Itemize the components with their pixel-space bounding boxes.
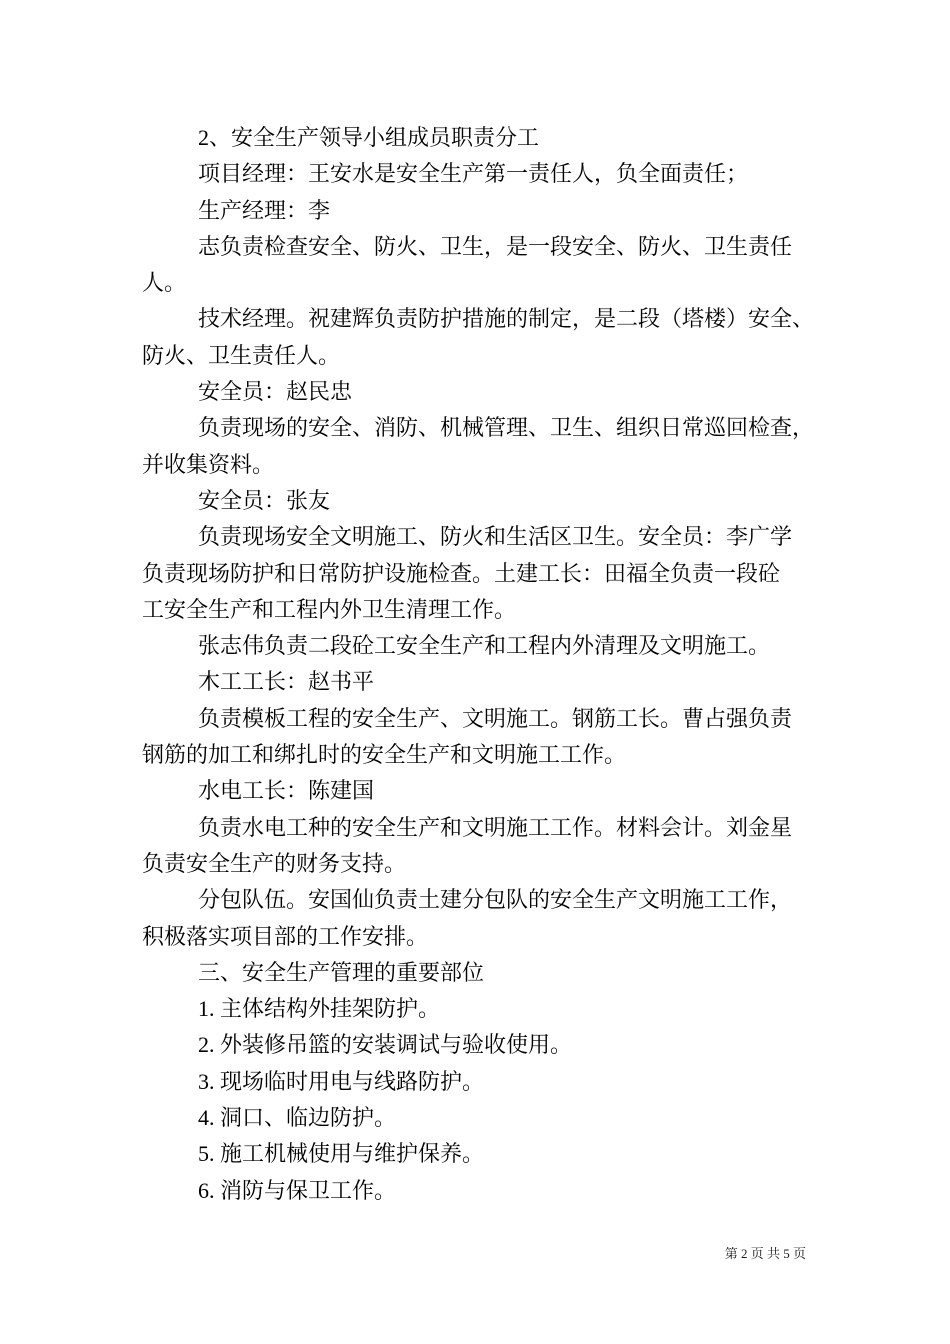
text-line: 安全员：张友 xyxy=(198,487,331,513)
text-line: 钢筋的加工和绑扎时的安全生产和文明施工工作。 xyxy=(142,742,627,768)
text-line: 安全员：赵民忠 xyxy=(198,379,353,405)
text-line: 负责安全生产的财务支持。 xyxy=(142,850,407,876)
text-line: 6. 消防与保卫工作。 xyxy=(198,1177,397,1203)
document-body xyxy=(142,120,842,1209)
text-line: 负责现场防护和日常防护设施检查。土建工长：田福全负责一段砼 xyxy=(142,560,781,586)
text-line: 木工工长：赵书平 xyxy=(198,669,375,695)
text-line: 项目经理：王安水是安全生产第一责任人，负全面责任； xyxy=(198,161,749,187)
text-line: 2、安全生产领导小组成员职责分工 xyxy=(198,125,540,150)
text-line: 积极落实项目部的工作安排。 xyxy=(142,923,429,949)
page-footer xyxy=(0,1245,806,1263)
text-line: 并收集资料。 xyxy=(142,451,275,477)
text-line: 生产经理：李 xyxy=(198,197,331,223)
page-number-label: 第 2 页 共 5 页 xyxy=(724,1246,806,1261)
text-line: 1. 主体结构外挂架防护。 xyxy=(198,996,441,1022)
text-line: 技术经理。祝建辉负责防护措施的制定，是二段（塔楼）安全、 xyxy=(198,306,815,332)
text-line: 负责模板工程的安全生产、文明施工。钢筋工长。曹占强负责 xyxy=(198,705,793,731)
text-line: 负责水电工种的安全生产和文明施工工作。材料会计。刘金星 xyxy=(198,814,793,840)
text-line: 志负责检查安全、防火、卫生，是一段安全、防火、卫生责任 xyxy=(198,233,793,259)
text-line: 防火、卫生责任人。 xyxy=(142,342,341,368)
text-line: 分包队伍。安国仙负责土建分包队的安全生产文明施工工作， xyxy=(198,887,793,913)
text-line: 工安全生产和工程内外卫生清理工作。 xyxy=(142,596,517,622)
text-line: 负责现场的安全、消防、机械管理、卫生、组织日常巡回检查， xyxy=(198,415,815,441)
text-line: 三、安全生产管理的重要部位 xyxy=(198,959,485,985)
text-line: 4. 洞口、临边防护。 xyxy=(198,1105,397,1131)
text-line: 人。 xyxy=(142,270,187,296)
text-line: 5. 施工机械使用与维护保养。 xyxy=(198,1141,485,1167)
text-line: 3. 现场临时用电与线路防护。 xyxy=(198,1068,485,1094)
text-line: 张志伟负责二段砼工安全生产和工程内外清理及文明施工。 xyxy=(198,633,771,659)
text-line: 2. 外装修吊篮的安装调试与验收使用。 xyxy=(198,1032,573,1058)
text-line: 水电工长：陈建国 xyxy=(198,778,375,804)
text-line: 负责现场安全文明施工、防火和生活区卫生。安全员：李广学 xyxy=(198,524,793,550)
